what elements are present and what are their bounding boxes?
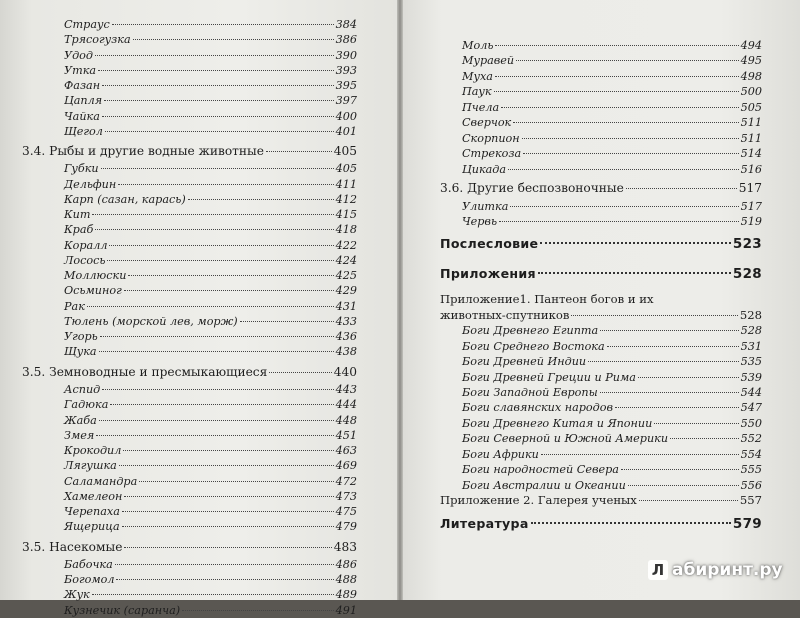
toc-entry: [462, 447, 762, 462]
toc-title: Утка: [64, 63, 97, 77]
dot-leader: [107, 260, 333, 261]
toc-title: Чайка: [64, 109, 100, 123]
toc-page-number: 514: [740, 147, 762, 161]
toc-page-number: 411: [335, 177, 357, 191]
toc-page-number: 400: [335, 109, 357, 123]
dot-leader: [95, 55, 334, 56]
toc-page-number: 415: [335, 208, 357, 222]
toc-entry: [440, 292, 762, 307]
dot-leader: [87, 306, 334, 307]
toc-entry: [462, 462, 762, 477]
toc-page-number: 469: [335, 459, 357, 473]
toc-title: Жук: [64, 588, 90, 602]
dot-leader: [104, 100, 333, 101]
toc-entry: [64, 161, 357, 176]
dot-leader: [118, 184, 333, 185]
dot-leader: [639, 500, 738, 501]
dot-leader: [638, 377, 739, 378]
toc-entry: [462, 214, 762, 229]
dot-leader: [102, 116, 334, 117]
toc-page-number: 448: [335, 413, 357, 427]
dot-leader: [109, 245, 333, 246]
toc-title: Карп (сазан, карась): [64, 192, 186, 206]
toc-entry: [462, 339, 762, 354]
toc-entry: [64, 382, 357, 397]
toc-entry: [462, 370, 762, 385]
toc-title: Гадюка: [64, 398, 109, 412]
toc-title: Щегол: [64, 124, 103, 138]
toc-entry: [64, 177, 357, 192]
dot-leader: [540, 242, 731, 244]
toc-page-number: 488: [335, 573, 357, 587]
toc-title: Боги Древнего Египта: [462, 324, 599, 338]
toc-entry: [64, 504, 357, 519]
dot-leader: [654, 423, 738, 424]
toc-page-number: 500: [740, 85, 762, 99]
toc-page-number: 516: [740, 162, 762, 176]
toc-page-number: 451: [335, 428, 357, 442]
dot-leader: [523, 153, 739, 154]
dot-leader: [538, 272, 731, 274]
toc-entry: [64, 78, 357, 93]
toc-entry: [462, 400, 762, 415]
toc-title: Бабочка: [64, 557, 113, 571]
dot-leader: [119, 465, 334, 466]
dot-leader: [541, 454, 739, 455]
toc-title: Тюлень (морской лев, морж): [64, 314, 238, 328]
toc-title: Паук: [462, 85, 492, 99]
toc-section: [22, 540, 357, 555]
toc-entry: [64, 519, 357, 534]
toc-title: Фазан: [64, 79, 101, 93]
dot-leader: [92, 214, 333, 215]
book-gutter: [397, 0, 403, 600]
dot-leader: [188, 199, 334, 200]
dot-leader: [240, 321, 334, 322]
toc-page-number: 431: [335, 299, 357, 313]
toc-section: [22, 144, 357, 159]
toc-entry: [64, 603, 357, 618]
toc-title: Саламандра: [64, 474, 138, 488]
toc-title: Боги Древней Греции и Рима: [462, 370, 636, 384]
toc-title: Боги славянских народов: [462, 401, 614, 415]
toc-entry: [462, 199, 762, 214]
toc-page-number: 425: [335, 269, 357, 283]
toc-entry: [64, 344, 357, 359]
toc-page-number: 539: [740, 370, 762, 384]
toc-title: Осьминог: [64, 284, 122, 298]
watermark-text: абиринт.ру: [672, 560, 783, 580]
toc-title: 3.5. Земноводные и пресмыкающиеся: [22, 364, 268, 379]
toc-entry: [64, 314, 357, 329]
toc-title: Боги Среднего Востока: [462, 339, 605, 353]
toc-page-number: 412: [335, 192, 357, 206]
toc-entry: [462, 162, 762, 177]
toc-entry: [64, 329, 357, 344]
toc-page-number: 463: [335, 444, 357, 458]
toc-page-number: 386: [335, 33, 357, 47]
toc-title: Стрекоза: [462, 147, 522, 161]
toc-page-number: 384: [335, 18, 357, 31]
toc-entry: [462, 115, 762, 130]
dot-leader: [110, 404, 333, 405]
toc-title: Щука: [64, 345, 97, 359]
dot-leader: [99, 420, 334, 421]
toc-entry: [64, 413, 357, 428]
toc-entry: [462, 431, 762, 446]
toc-title: Краб: [64, 223, 94, 237]
toc-entry: [64, 587, 357, 602]
toc-page-number: 405: [333, 144, 357, 159]
toc-page-number: 556: [740, 478, 762, 492]
dot-leader: [600, 330, 738, 331]
toc-entry: [462, 323, 762, 338]
toc-title: Боги Африки: [462, 447, 539, 461]
dot-leader: [105, 131, 334, 132]
dot-leader: [607, 346, 739, 347]
toc-title: Страус: [64, 18, 110, 31]
toc-title: Трясогузка: [64, 33, 131, 47]
toc-page-number: 479: [335, 520, 357, 534]
dot-leader: [508, 169, 739, 170]
toc-page-number: 579: [732, 515, 762, 532]
toc-entry: [64, 474, 357, 489]
toc-title: Цапля: [64, 94, 103, 108]
toc-title: Приложения: [440, 265, 536, 281]
dot-leader: [124, 290, 334, 291]
toc-page-number: 429: [335, 284, 357, 298]
toc-page-number: 440: [333, 364, 357, 379]
dot-leader: [516, 60, 739, 61]
toc-entry: [64, 428, 357, 443]
toc-page-number: 531: [740, 339, 762, 353]
dot-leader: [495, 76, 739, 77]
dot-leader: [99, 351, 334, 352]
toc-chapter: [440, 235, 762, 253]
dot-leader: [92, 594, 334, 595]
toc-page-number: 444: [335, 398, 357, 412]
dot-leader: [615, 407, 739, 408]
toc-title: Цикада: [462, 162, 507, 176]
toc-page-number: 424: [335, 253, 357, 267]
toc-page-number: 436: [335, 330, 357, 344]
toc-title: Хамелеон: [64, 489, 123, 503]
toc-page-number: 519: [740, 214, 762, 228]
toc-title: Жаба: [64, 413, 97, 427]
toc-entry: [64, 192, 357, 207]
dot-leader: [628, 485, 739, 486]
toc-title: Моллюски: [64, 269, 127, 283]
dot-leader: [501, 107, 739, 108]
toc-section: [22, 365, 357, 380]
dot-leader: [101, 168, 334, 169]
toc-page-number: 405: [335, 162, 357, 176]
toc-entry: [64, 268, 357, 283]
labirint-logo-icon: Л: [648, 560, 668, 580]
dot-leader: [531, 522, 731, 524]
toc-title: Моль: [462, 39, 494, 52]
toc-entry: [64, 238, 357, 253]
toc-title: Боги народностей Севера: [462, 463, 619, 477]
dot-leader: [102, 389, 333, 390]
toc-title: Сверчок: [462, 116, 512, 130]
dot-leader: [128, 275, 333, 276]
toc-title: Крокодил: [64, 444, 122, 458]
dot-leader: [495, 45, 738, 46]
toc-entry: [462, 53, 762, 68]
toc-page-number: 422: [335, 238, 357, 252]
toc-page-number: 523: [732, 236, 762, 253]
toc-entry: [64, 458, 357, 473]
toc-entry: [462, 69, 762, 84]
toc-entry: [64, 253, 357, 268]
toc-page-number: 547: [740, 401, 762, 415]
dot-leader: [499, 221, 739, 222]
dot-leader: [571, 315, 737, 316]
toc-page-number: 491: [335, 603, 357, 617]
dot-leader: [95, 229, 333, 230]
toc-entry: [64, 124, 357, 139]
toc-title: Улитка: [462, 199, 509, 213]
toc-page-number: 494: [740, 39, 762, 52]
toc-page-number: 475: [335, 505, 357, 519]
toc-title: Богомол: [64, 573, 115, 587]
toc-entry: [64, 572, 357, 587]
toc-title: Червь: [462, 214, 498, 228]
toc-title: Кузнечик (саранча): [64, 603, 181, 617]
dot-leader: [522, 138, 739, 139]
toc-entry: [64, 443, 357, 458]
toc-title: 3.5. Насекомые: [22, 539, 123, 554]
toc-title: Литература: [440, 515, 529, 531]
dot-leader: [510, 206, 738, 207]
toc-entry: [64, 283, 357, 298]
dot-leader: [182, 610, 334, 611]
dot-leader: [116, 579, 333, 580]
toc-page-number: 495: [740, 54, 762, 68]
toc-title: Боги Древнего Китая и Японии: [462, 416, 653, 430]
toc-page-number: 554: [740, 447, 762, 461]
dot-leader: [600, 392, 739, 393]
toc-page-number: 511: [740, 131, 762, 145]
toc-page-number: 438: [335, 345, 357, 359]
toc-title: Боги Западной Европы: [462, 386, 598, 399]
dot-leader: [494, 91, 739, 92]
dot-leader: [670, 438, 739, 439]
toc-page-number: 535: [740, 355, 762, 369]
toc-entry: [64, 489, 357, 504]
toc-page-number: 401: [335, 124, 357, 138]
toc-title: Боги Древней Индии: [462, 355, 587, 369]
toc-page-number: 486: [335, 557, 357, 571]
toc-title: Дельфин: [64, 177, 117, 191]
toc-entry: [462, 100, 762, 115]
toc-title: Лосось: [64, 253, 106, 267]
toc-page-number: 550: [740, 416, 762, 430]
toc-entry: [462, 146, 762, 161]
toc-title: Муравей: [462, 54, 515, 68]
toc-page-number: 517: [738, 181, 762, 196]
toc-chapter: [440, 265, 762, 283]
toc-title: Аспид: [64, 382, 101, 396]
labirint-watermark: [648, 560, 783, 580]
toc-title: Рак: [64, 299, 85, 313]
toc-entry: [440, 493, 762, 508]
toc-page-number: 393: [335, 63, 357, 77]
toc-entry: [462, 84, 762, 99]
toc-title: 3.6. Другие беспозвоночные: [440, 181, 624, 196]
toc-page-number: 557: [739, 493, 762, 508]
toc-title: Послесловие: [440, 236, 539, 252]
toc-title: Боги Северной и Южной Америки: [462, 432, 669, 446]
toc-entry: [64, 397, 357, 412]
toc-entry: [440, 308, 762, 323]
toc-title: Губки: [64, 162, 99, 176]
dot-leader: [266, 151, 332, 152]
dot-leader: [124, 547, 331, 548]
toc-entry: [64, 93, 357, 108]
toc-entry: [64, 557, 357, 572]
toc-title: Угорь: [64, 330, 98, 344]
toc-title: Муха: [462, 69, 493, 83]
dot-leader: [112, 24, 334, 25]
toc-title: Змея: [64, 428, 95, 442]
toc-title: Кит: [64, 208, 91, 222]
toc-entry: [64, 17, 357, 32]
dot-leader: [122, 511, 334, 512]
toc-title: Коралл: [64, 238, 108, 252]
toc-page-number: 528: [739, 307, 762, 322]
toc-section: [440, 181, 762, 196]
toc-page-number: 505: [740, 100, 762, 114]
dot-leader: [115, 564, 334, 565]
toc-entry: [64, 32, 357, 47]
toc-page-number: 544: [740, 386, 762, 399]
dot-leader: [124, 496, 333, 497]
toc-title: Приложение1. Пантеон богов и их: [440, 292, 654, 307]
toc-entry: [64, 48, 357, 63]
toc-page-number: 552: [740, 432, 762, 446]
toc-entry: [64, 207, 357, 222]
toc-page-number: 397: [335, 94, 357, 108]
dot-leader: [98, 70, 334, 71]
toc-title: Черепаха: [64, 505, 120, 519]
toc-title: Удод: [64, 48, 94, 62]
toc-page-number: 511: [740, 116, 762, 130]
toc-title: Боги Австралии и Океании: [462, 478, 626, 492]
toc-page-number: 433: [335, 314, 357, 328]
toc-entry: [462, 416, 762, 431]
toc-entry: [64, 63, 357, 78]
toc-entry: [64, 222, 357, 237]
toc-title: Приложение 2. Галерея ученых: [440, 493, 637, 508]
toc-page-number: 555: [740, 463, 762, 477]
dot-leader: [139, 481, 333, 482]
dot-leader: [133, 39, 334, 40]
toc-page-number: 528: [732, 265, 762, 282]
toc-entry: [462, 385, 762, 400]
toc-title: животных-спутников: [440, 307, 570, 322]
toc-page-number: 517: [740, 199, 762, 213]
toc-page-number: 528: [740, 324, 762, 338]
dot-leader: [122, 526, 334, 527]
toc-page-number: 443: [335, 382, 357, 396]
toc-entry: [462, 38, 762, 53]
dot-leader: [588, 361, 739, 362]
toc-entry: [462, 354, 762, 369]
toc-title: Пчела: [462, 100, 500, 114]
dot-leader: [269, 372, 331, 373]
dot-leader: [100, 336, 334, 337]
toc-page-number: 390: [335, 48, 357, 62]
toc-title: Лягушка: [64, 459, 117, 473]
toc-page-number: 483: [333, 539, 357, 554]
toc-entry: [462, 478, 762, 493]
dot-leader: [513, 122, 738, 123]
toc-title: 3.4. Рыбы и другие водные животные: [22, 144, 264, 159]
dot-leader: [96, 435, 333, 436]
dot-leader: [123, 450, 333, 451]
toc-page-number: 498: [740, 69, 762, 83]
toc-chapter: [440, 515, 762, 533]
dot-leader: [626, 188, 737, 189]
toc-title: Ящерица: [64, 520, 120, 534]
toc-page-number: 418: [335, 223, 357, 237]
toc-page-number: 395: [335, 79, 357, 93]
dot-leader: [621, 469, 739, 470]
dot-leader: [102, 85, 334, 86]
toc-page-number: 473: [335, 489, 357, 503]
toc-entry: [64, 299, 357, 314]
toc-entry: [64, 109, 357, 124]
toc-page-number: 489: [335, 588, 357, 602]
toc-entry: [462, 131, 762, 146]
toc-title: Скорпион: [462, 131, 520, 145]
toc-page-number: 472: [335, 474, 357, 488]
